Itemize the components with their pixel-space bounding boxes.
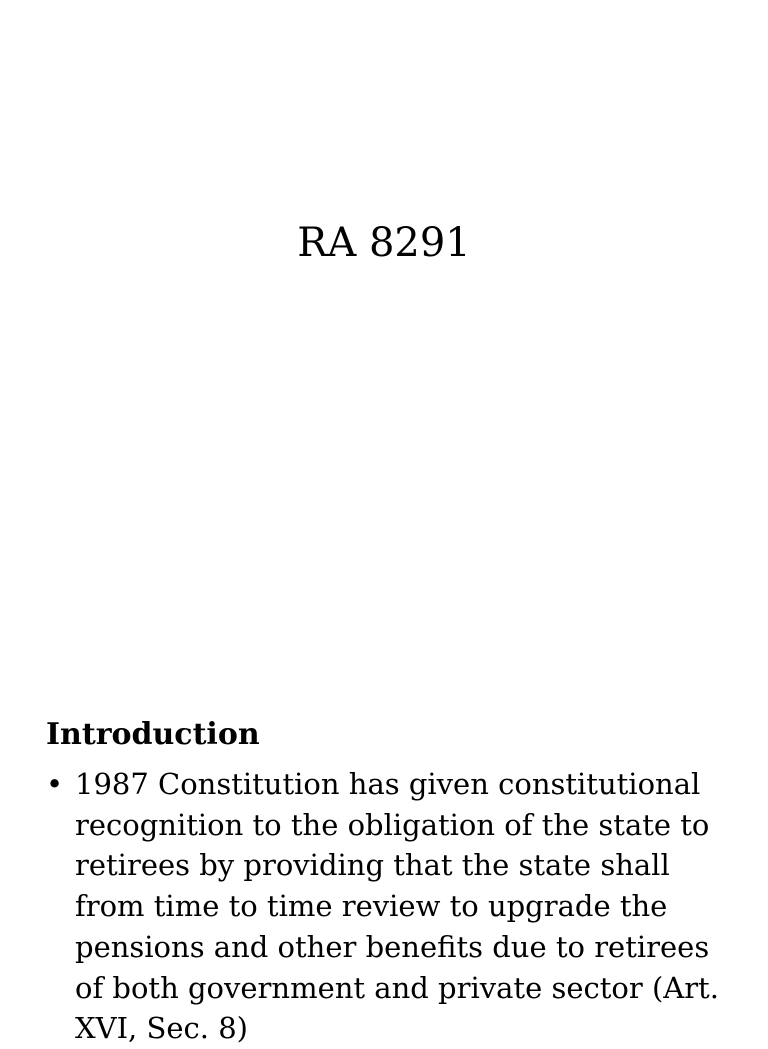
bullet-icon: • [46,767,64,801]
section-heading: Introduction [46,717,260,752]
bullet-list [46,764,736,1049]
bullet-text: 1987 Constitution has given constitutional recognition to the obligation of the state to retirees by providing that the state shall from time to time review to upgrade the pensions and other benefits due to retirees of both government and private sector (Art. XVI, Sec. 8) [75,767,719,1046]
slide-title: RA 8291 [297,220,471,266]
list-item [46,764,736,1049]
introduction-section [46,714,736,1049]
